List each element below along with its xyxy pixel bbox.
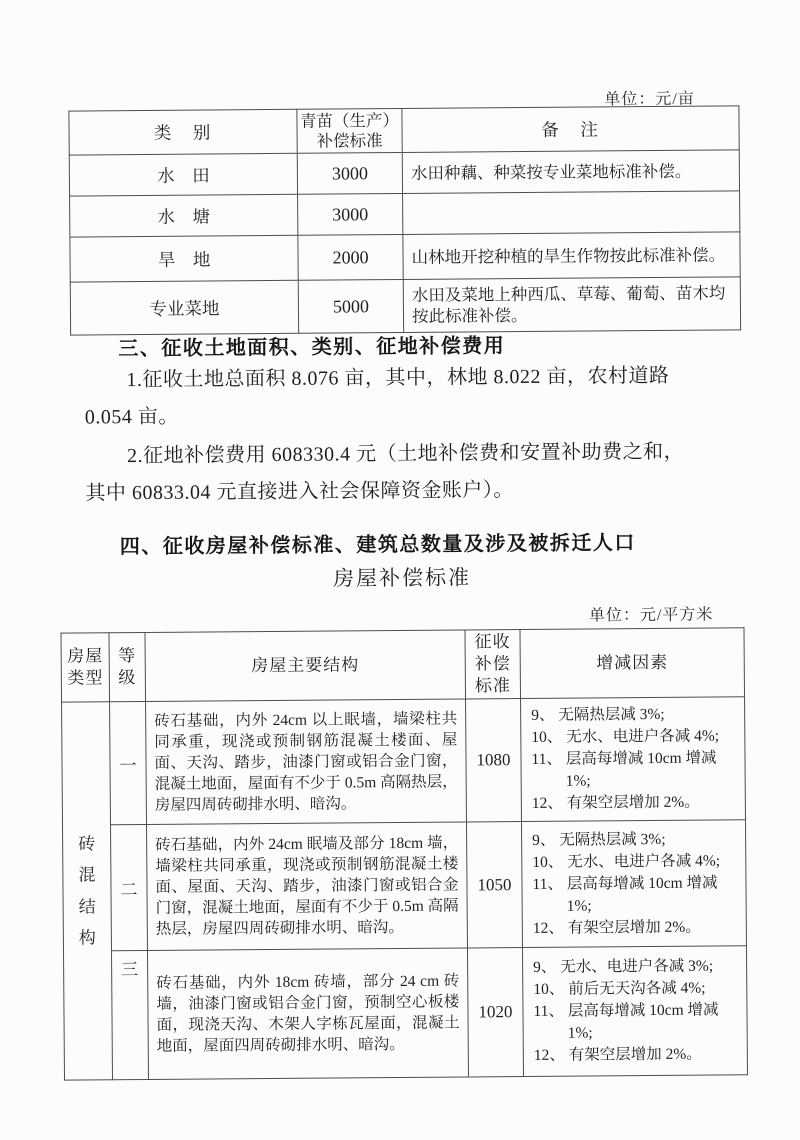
house-type-label: 砖混结构 [78, 834, 96, 948]
crop-category: 专业菜地 [70, 280, 298, 335]
house-col-header-standard: 征收补偿标准 [465, 630, 521, 699]
table-row [63, 946, 747, 1080]
house-col-header-grade: 等级 [109, 633, 146, 702]
structure-cell: 砖石基础，内外 24cm 以上眠墙，墙梁柱共同承重，现浇或预制钢筋混凝土楼面、屋面、天沟、踏步，油漆门窗或铝合金门窗，混凝土地面，屋面有不少于 0.5m 高隔热层，房屋四周砖砌排水明、暗沟。 [146, 699, 467, 825]
house-table-title: 房屋补偿标准 [332, 565, 472, 591]
crop-compensation-table [68, 105, 741, 335]
crop-col-header-remark: 备 注 [402, 106, 739, 153]
structure-cell: 砖石基础，内外 18cm 砖墙，部分 24 cm 砖墙，油漆门窗或铝合金门窗，预制空心板楼面，现浇天沟、木架人字栋瓦屋面，混凝土地面，屋面四周砖砌排水明、暗沟。 [147, 948, 468, 1080]
house-col-header-type: 房屋类型 [61, 633, 110, 702]
crop-standard: 5000 [298, 279, 403, 333]
crop-remark [403, 191, 740, 235]
house-type-cell [62, 702, 113, 1080]
table-row [63, 820, 747, 951]
crop-category: 水 田 [69, 153, 297, 196]
crop-category: 旱 地 [70, 235, 298, 282]
structure-cell: 砖石基础，内外 24cm 眠墙及部分 18cm 墙，墙梁柱共同承重，现浇或预制钢筋混凝土楼面、屋面、天沟、踏步，油漆门窗或铝合金门窗，混凝土地面，屋面有不少于 0.5m 高隔热层，房屋四周砖砌排水明、暗沟。 [147, 822, 468, 951]
factor-item: 12、 有架空层增加 2%。 [532, 918, 701, 937]
crop-category: 水 塘 [70, 194, 298, 237]
factor-item: 11、 层高每增减 10cm 增减 1%; [533, 1001, 719, 1042]
table-row [69, 150, 739, 196]
factor-item: 9、 无水、电进户各减 3%; [533, 957, 714, 976]
standard-cell: 1050 [466, 822, 522, 948]
factor-item: 11、 层高每增减 10cm 增减 1%; [532, 874, 718, 915]
factors-cell [521, 697, 746, 822]
paragraph-compensation-fee: 2.征地补偿费用 608330.4 元（土地补偿费和安置补助费之和， 其中 60833.04 元直接进入社会保障资金账户）。 [85, 440, 685, 505]
section-3-heading: 三、征收土地面积、类别、征地补偿费用 [118, 335, 506, 361]
factor-item: 12、 有架空层增加 2%。 [533, 1045, 702, 1064]
table-header-row [69, 106, 739, 155]
factors-cell [521, 820, 746, 948]
grade-cell: 一 [110, 702, 147, 825]
crop-remark: 水田种藕、种菜按专业菜地标准补偿。 [402, 150, 739, 194]
crop-remark: 山林地开挖种植的旱生作物按此标准补偿。 [403, 232, 740, 280]
factor-item: 12、 有架空层增加 2%。 [531, 793, 700, 812]
standard-cell: 1080 [466, 699, 522, 822]
unit-label-bottom: 单位：元/平方米 [588, 606, 714, 625]
factor-item: 9、 无隔热层减 3%; [531, 705, 665, 724]
house-col-header-structure: 房屋主要结构 [145, 630, 466, 702]
factor-item: 9、 无隔热层减 3%; [532, 830, 666, 849]
table-row [70, 277, 740, 335]
section-4-heading: 四、征收房屋补偿标准、建筑总数量及涉及被拆迁人口 [119, 532, 636, 559]
factor-item: 11、 层高每增减 10cm 增减 1%; [531, 749, 717, 790]
grade-cell: 二 [111, 824, 148, 950]
factor-item: 10、 前后无天沟各减 4%; [533, 979, 706, 998]
crop-standard: 3000 [298, 193, 403, 235]
crop-col-header-standard: 青苗（生产） 补偿标准 [297, 108, 402, 153]
factor-item: 10、 无水、电进户各减 4%; [531, 727, 720, 746]
crop-remark: 水田及菜地上种西瓜、草莓、葡萄、苗木均按此标准补偿。 [403, 277, 740, 333]
unit-label-top: 单位：元/亩 [604, 90, 695, 109]
table-header-row [61, 628, 745, 702]
house-compensation-table [60, 627, 747, 1080]
paragraph-land-area: 1.征收土地总面积 8.076 亩，其中，林地 8.022 亩，农村道路 0.054 亩。 [84, 364, 670, 429]
house-col-header-factors: 增减因素 [520, 628, 745, 699]
standard-cell: 1020 [467, 948, 523, 1077]
crop-standard: 3000 [297, 152, 402, 194]
factors-cell [522, 946, 747, 1077]
table-row [70, 232, 740, 282]
factor-item: 10、 无水、电进户各减 4%; [532, 851, 721, 871]
crop-col-header-category: 类 别 [69, 109, 297, 155]
grade-cell: 三 [111, 950, 148, 1079]
table-row [62, 697, 746, 825]
table-row [70, 191, 740, 237]
crop-standard: 2000 [298, 234, 403, 280]
